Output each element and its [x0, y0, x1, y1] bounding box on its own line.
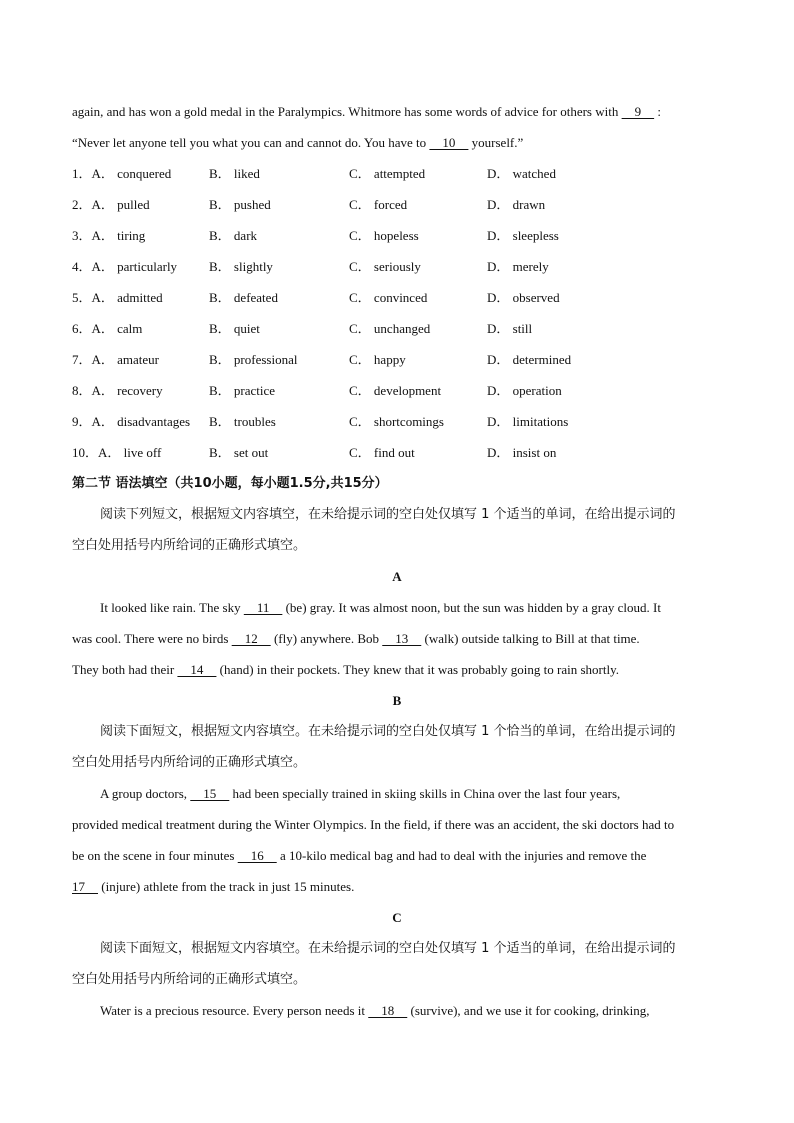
- question-row: [72, 344, 722, 375]
- option-b: B． quiet: [209, 321, 260, 336]
- option-a: 7．A． amateur: [72, 352, 160, 367]
- passage-line: provided medical treatment during the Winter Olympics. In the field, if there was an accident, the ski doctors had to: [72, 817, 675, 832]
- option-b: B． troubles: [209, 414, 276, 429]
- passage-text: (fly) anywhere. Bob: [270, 631, 383, 646]
- passage-line: [72, 127, 722, 158]
- option-c: C． forced: [349, 197, 408, 212]
- passage-text: be on the scene in four minutes: [72, 848, 238, 863]
- option-c: C． unchanged: [349, 321, 431, 336]
- passage-line: [72, 871, 722, 902]
- option-c: C． attempted: [349, 166, 426, 181]
- passage-text: (survive), and we use it for cooking, drinking,: [407, 1003, 650, 1018]
- blank-13: 13: [382, 631, 422, 646]
- option-d: D． operation: [487, 383, 562, 398]
- option-d: D． drawn: [487, 197, 546, 212]
- blank-9: 9: [621, 104, 655, 119]
- part-heading-a: A: [392, 569, 402, 584]
- instruction-text: 阅读下列短文，根据短文内容填空，在未给提示词的空白处仅填写 1 个适当的单词，在给出提示词的: [100, 507, 676, 522]
- blank-17: 17: [72, 879, 98, 894]
- option-b: B． liked: [209, 166, 260, 181]
- blank-15: 15: [190, 786, 230, 801]
- passage-line: [72, 623, 722, 654]
- option-c: C． hopeless: [349, 228, 419, 243]
- option-c: C． convinced: [349, 290, 428, 305]
- option-a: 6．A． calm: [72, 321, 143, 336]
- option-a: 3．A． tiring: [72, 228, 146, 243]
- passage-text: (hand) in their pockets. They knew that it was probably going to rain shortly.: [216, 662, 619, 677]
- question-row: [72, 251, 722, 282]
- option-b: B． pushed: [209, 197, 271, 212]
- option-c: C． shortcomings: [349, 414, 444, 429]
- passage-text: They both had their: [72, 662, 178, 677]
- question-row: [72, 189, 722, 220]
- question-row: [72, 220, 722, 251]
- option-c: C． development: [349, 383, 442, 398]
- passage-line: [72, 592, 722, 623]
- blank-10: 10: [429, 135, 469, 150]
- instruction-text: 空白处用括号内所给词的正确形式填空。: [72, 538, 307, 553]
- blank-18: 18: [368, 1003, 408, 1018]
- instruction-text: 空白处用括号内所给词的正确形式填空。: [72, 972, 307, 987]
- passage-line: [72, 654, 722, 685]
- question-row: [72, 437, 722, 468]
- passage-text: a 10-kilo medical bag and had to deal with the injuries and remove the: [276, 848, 647, 863]
- option-b: B． slightly: [209, 259, 273, 274]
- option-a: 8．A． recovery: [72, 383, 163, 398]
- option-a: 1．A． conquered: [72, 166, 172, 181]
- passage-text: (be) gray. It was almost noon, but the sun was hidden by a gray cloud. It: [282, 600, 661, 615]
- passage-text: (injure) athlete from the track in just 15 minutes.: [98, 879, 355, 894]
- option-b: B． defeated: [209, 290, 278, 305]
- document-page: [72, 96, 722, 1026]
- passage-text: (walk) outside talking to Bill at that time.: [421, 631, 640, 646]
- passage-line: [72, 778, 722, 809]
- option-c: C． find out: [349, 445, 415, 460]
- question-row: [72, 158, 722, 189]
- section-title: 第二节 语法填空（共10小题，每小题1.5分,共15分）: [72, 476, 388, 491]
- option-d: D． merely: [487, 259, 549, 274]
- passage-text: “Never let anyone tell you what you can and cannot do. You have to: [72, 135, 430, 150]
- question-row: [72, 406, 722, 437]
- blank-16: 16: [237, 848, 277, 863]
- passage-line: [72, 995, 722, 1026]
- passage-text: It looked like rain. The sky: [100, 600, 244, 615]
- blank-14: 14: [177, 662, 217, 677]
- passage-text: :: [654, 104, 661, 119]
- option-d: D． determined: [487, 352, 572, 367]
- instruction-text: 阅读下面短文，根据短文内容填空。在未给提示词的空白处仅填写 1 个适当的单词，在给出提示词的: [100, 941, 676, 956]
- option-b: B． professional: [209, 352, 298, 367]
- instruction-text: 阅读下面短文，根据短文内容填空。在未给提示词的空白处仅填写 1 个恰当的单词，在给出提示词的: [100, 724, 676, 739]
- passage-line: [72, 840, 722, 871]
- option-c: C． happy: [349, 352, 406, 367]
- passage-line: [72, 96, 722, 127]
- question-row: [72, 313, 722, 344]
- option-b: B． dark: [209, 228, 258, 243]
- option-a: 5．A． admitted: [72, 290, 163, 305]
- option-d: D． observed: [487, 290, 560, 305]
- question-row: [72, 375, 722, 406]
- question-list: [72, 158, 722, 468]
- option-d: D． limitations: [487, 414, 569, 429]
- blank-12: 12: [231, 631, 271, 646]
- option-c: C． seriously: [349, 259, 421, 274]
- passage-text: yourself.”: [468, 135, 524, 150]
- passage-text: again, and has won a gold medal in the Paralympics. Whitmore has some words of advice for others with: [72, 104, 622, 119]
- option-a: 10．A． live off: [72, 445, 162, 460]
- option-a: 4．A． particularly: [72, 259, 178, 274]
- option-d: D． sleepless: [487, 228, 559, 243]
- passage-text: was cool. There were no birds: [72, 631, 232, 646]
- passage-text: Water is a precious resource. Every person needs it: [100, 1003, 369, 1018]
- option-d: D． insist on: [487, 445, 557, 460]
- passage-text: A group doctors,: [100, 786, 191, 801]
- part-heading-b: B: [392, 693, 402, 708]
- option-a: 2．A． pulled: [72, 197, 150, 212]
- question-row: [72, 282, 722, 313]
- option-d: D． still: [487, 321, 533, 336]
- option-a: 9．A． disadvantages: [72, 414, 191, 429]
- option-b: B． practice: [209, 383, 276, 398]
- option-b: B． set out: [209, 445, 269, 460]
- part-heading-c: C: [392, 910, 402, 925]
- instruction-text: 空白处用括号内所给词的正确形式填空。: [72, 755, 307, 770]
- option-d: D． watched: [487, 166, 556, 181]
- blank-11: 11: [243, 600, 283, 615]
- passage-text: had been specially trained in skiing skills in China over the last four years,: [229, 786, 621, 801]
